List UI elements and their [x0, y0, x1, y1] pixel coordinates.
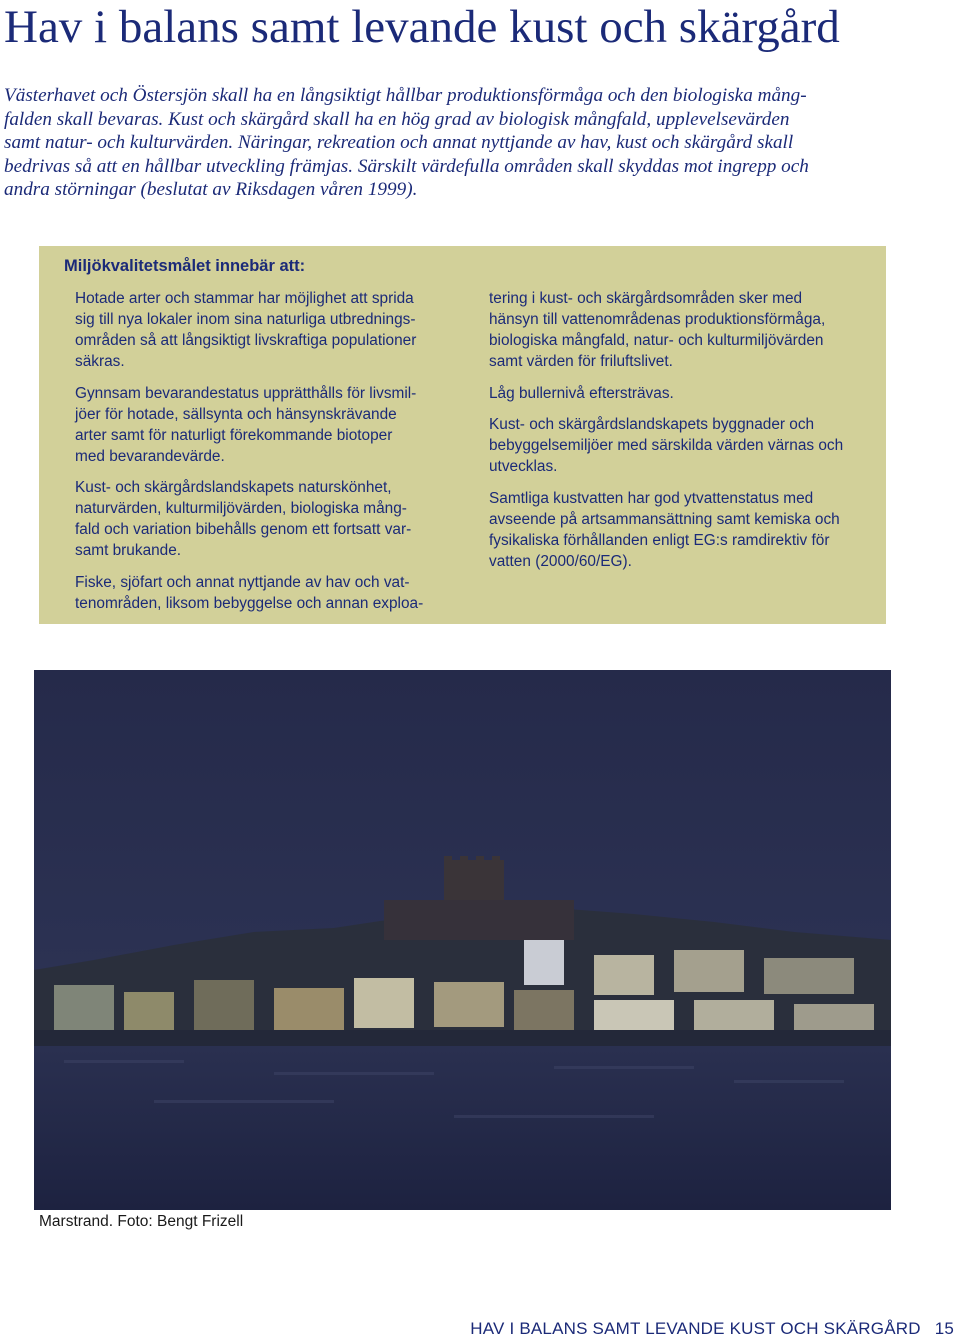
goal-line: hänsyn till vattenområdenas produktionsförmåga,: [489, 311, 826, 328]
goal-line: naturvärden, kulturmiljövärden, biologiska mång-: [75, 500, 407, 517]
goal-paragraph: [489, 414, 874, 477]
goal-paragraph: [489, 288, 874, 372]
goal-line: bebyggelsemiljöer med särskilda värden värnas och: [489, 437, 844, 454]
goal-line: sig till nya lokaler inom sina naturliga utbrednings-: [75, 311, 416, 328]
goal-paragraph: [489, 383, 874, 404]
goal-line: tenområden, liksom bebyggelse och annan exploa-: [75, 594, 424, 612]
goal-line: Hotade arter och stammar har möjlighet att sprida: [75, 290, 414, 307]
goal-paragraph: [75, 477, 455, 561]
goal-line: områden så att långsiktigt livskraftiga populationer: [75, 332, 417, 349]
goal-line: med bevarandevärde.: [75, 447, 225, 465]
goal-box-right-column: [489, 288, 874, 582]
goal-line: arter samt för naturligt förekommande biotoper: [75, 426, 393, 444]
marstrand-photo-illustration: [34, 670, 891, 1210]
goal-paragraph: [489, 488, 874, 572]
photo-caption: Marstrand. Foto: Bengt Frizell: [39, 1213, 244, 1230]
goal-line: tering i kust- och skärgårdsområden sker med: [489, 290, 803, 307]
goal-line: fald och variation bibehålls genom ett fortsatt var-: [75, 521, 412, 538]
goal-box-left-column: [75, 288, 455, 624]
page-title: Hav i balans samt levande kust och skärgård: [4, 1, 840, 53]
running-title: HAV I BALANS SAMT LEVANDE KUST OCH SKÄRGÅRD: [470, 1319, 921, 1338]
intro-line: andra störningar (beslutat av Riksdagen våren 1999).: [4, 179, 418, 201]
goal-line: jöer för hotade, sällsynta och hänsynskrävande: [75, 405, 397, 423]
goal-line: avseende på artsammansättning samt kemiska och: [489, 510, 840, 528]
goal-line: Samtliga kustvatten har god ytvattenstatus med: [489, 489, 814, 507]
page-footer: [470, 1319, 954, 1339]
goal-line: samt brukande.: [75, 542, 182, 559]
goal-line: fysikaliska förhållanden enligt EG:s ramdirektiv för: [489, 531, 830, 549]
goal-line: Kust- och skärgårdslandskapets naturskönhet,: [75, 479, 392, 496]
page-number: 15: [934, 1319, 954, 1338]
intro-line: bedrivas så att en hållbar utveckling främjas. Särskilt värdefulla områden skall skyddas mot ingrepp och: [4, 155, 809, 177]
goal-line: utvecklas.: [489, 458, 558, 475]
goal-paragraph: [75, 572, 455, 614]
intro-line: Västerhavet och Östersjön skall ha en långsiktigt hållbar produktionsförmåga och den biologiska mång-: [4, 85, 807, 106]
goal-line: samt värden för friluftslivet.: [489, 353, 673, 370]
goal-line: Låg bullernivå eftersträvas.: [489, 384, 674, 402]
intro-paragraph: [4, 84, 904, 202]
goal-line: Gynnsam bevarandestatus upprätthålls för livsmil-: [75, 384, 417, 402]
goal-paragraph: [75, 288, 455, 372]
goal-paragraph: [75, 383, 455, 467]
goal-line: biologiska mångfald, natur- och kulturmiljövärden: [489, 332, 824, 349]
marstrand-photo: [34, 670, 891, 1210]
intro-line: samt natur- och kulturvärden. Näringar, rekreation och annat nyttjande av hav, kust och skärgård skall: [4, 132, 794, 154]
goal-line: Fiske, sjöfart och annat nyttjande av hav och vat-: [75, 573, 410, 591]
intro-line: falden skall bevaras. Kust och skärgård skall ha en hög grad av biologisk mångfald, upplevelsevärden: [4, 108, 790, 130]
goal-line: vatten (2000/60/EG).: [489, 552, 632, 570]
goal-line: säkras.: [75, 353, 125, 370]
goal-box: [39, 246, 886, 624]
goal-line: Kust- och skärgårdslandskapets byggnader och: [489, 416, 815, 433]
goal-box-heading: Miljökvalitetsmålet innebär att:: [64, 257, 306, 275]
